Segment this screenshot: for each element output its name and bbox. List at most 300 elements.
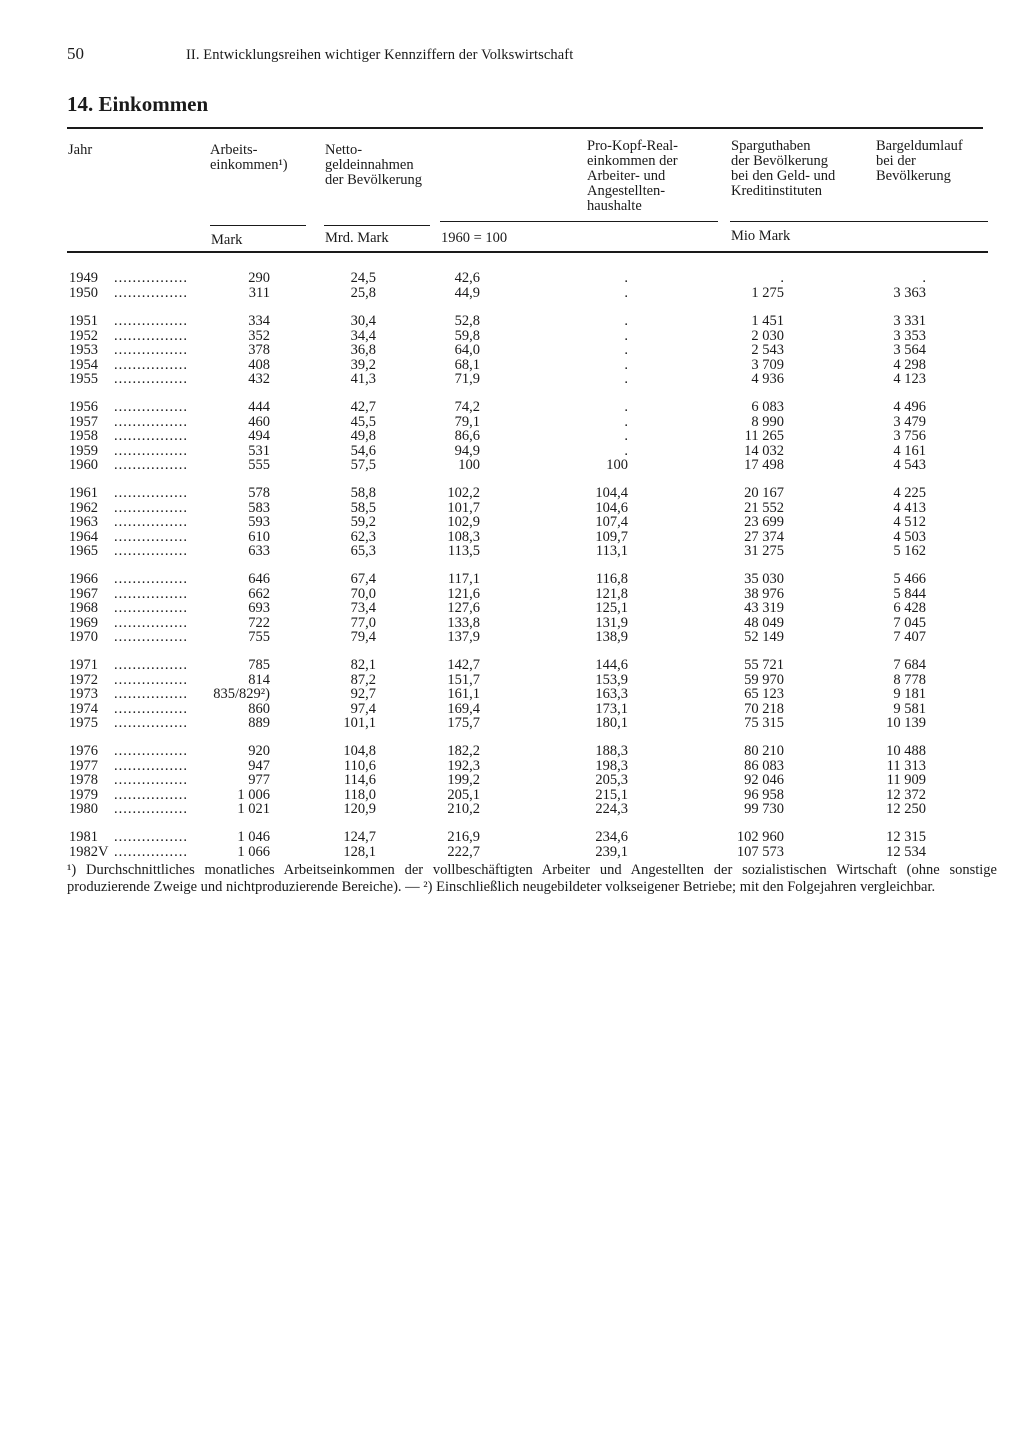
cell-prokopf: 109,7 bbox=[595, 528, 628, 545]
cell-prokopf: . bbox=[624, 356, 628, 373]
cell-bargeld: 12 534 bbox=[886, 843, 926, 860]
cell-bargeld: 4 503 bbox=[893, 528, 926, 545]
cell-arbeitseinkommen: 30,4 bbox=[350, 313, 376, 329]
cell-prokopf: 113,1 bbox=[595, 543, 628, 559]
cell-prokopf: 224,3 bbox=[595, 801, 628, 817]
leader-dots: ................ bbox=[114, 429, 188, 444]
cell-arbeitseinkommen: 25,8 bbox=[350, 284, 376, 301]
cell-spar: 35 030 bbox=[744, 571, 784, 587]
cell-bargeld: 3 756 bbox=[893, 428, 926, 444]
cell-arbeitseinkommen: 54,6 bbox=[350, 442, 376, 459]
unit-rule-index bbox=[440, 221, 718, 222]
cell-jahr: 1965 bbox=[69, 543, 98, 559]
cell-jahr: 785 bbox=[248, 657, 270, 673]
cell-bargeld: 9 181 bbox=[893, 686, 926, 702]
table-row bbox=[0, 544, 1024, 559]
cell-jahr: 531 bbox=[248, 442, 270, 459]
cell-bargeld: 6 428 bbox=[893, 600, 926, 616]
cell-prokopf: . bbox=[624, 399, 628, 415]
cell-jahr: 977 bbox=[248, 772, 270, 788]
cell-jahr: 1949 bbox=[69, 270, 98, 286]
cell-arbeitseinkommen: 120,9 bbox=[343, 801, 376, 817]
cell-bargeld: 7 045 bbox=[893, 614, 926, 631]
cell-jahr: 1957 bbox=[69, 413, 98, 430]
leader-dots: ................ bbox=[114, 601, 188, 616]
cell-nettogeld: 64,0 bbox=[454, 342, 480, 358]
cell-spar: 6 083 bbox=[751, 399, 784, 415]
cell-nettogeld: 79,1 bbox=[454, 413, 480, 430]
cell-arbeitseinkommen: 67,4 bbox=[350, 571, 376, 587]
cell-arbeitseinkommen: 82,1 bbox=[350, 657, 376, 673]
cell-jahr: 311 bbox=[248, 284, 270, 301]
cell-spar: 4 936 bbox=[751, 371, 784, 387]
cell-jahr: 722 bbox=[248, 614, 270, 631]
cell-spar: 59 970 bbox=[744, 671, 784, 688]
cell-bargeld: 3 363 bbox=[893, 284, 926, 301]
cell-prokopf: 125,1 bbox=[595, 600, 628, 616]
cell-prokopf: . bbox=[624, 270, 628, 286]
cell-jahr: 578 bbox=[248, 485, 270, 501]
cell-jahr: 1971 bbox=[69, 657, 98, 673]
leader-dots: ................ bbox=[114, 744, 188, 759]
cell-jahr: 1961 bbox=[69, 485, 98, 501]
cell-arbeitseinkommen: 58,5 bbox=[350, 499, 376, 516]
unit-mio-mark: Mio Mark bbox=[731, 228, 791, 244]
leader-dots: ................ bbox=[114, 830, 188, 845]
cell-nettogeld: 142,7 bbox=[447, 657, 480, 673]
cell-arbeitseinkommen: 73,4 bbox=[350, 600, 376, 616]
cell-spar: 23 699 bbox=[744, 514, 784, 530]
cell-arbeitseinkommen: 92,7 bbox=[350, 686, 376, 702]
leader-dots: ................ bbox=[114, 529, 188, 545]
cell-bargeld: 12 250 bbox=[886, 801, 926, 817]
cell-bargeld: 10 139 bbox=[886, 715, 926, 731]
cell-nettogeld: 113,5 bbox=[447, 543, 480, 559]
cell-prokopf: . bbox=[624, 442, 628, 459]
table-row bbox=[0, 616, 1024, 631]
cell-prokopf: . bbox=[624, 413, 628, 430]
table-row bbox=[0, 587, 1024, 602]
cell-spar: 8 990 bbox=[751, 413, 784, 430]
cell-prokopf: 198,3 bbox=[595, 757, 628, 774]
table-row bbox=[0, 486, 1024, 501]
cell-prokopf: . bbox=[624, 327, 628, 344]
table-row bbox=[0, 802, 1024, 817]
cell-jahr: 1980 bbox=[69, 801, 98, 817]
cell-spar: 21 552 bbox=[744, 499, 784, 516]
cell-spar: 11 265 bbox=[744, 428, 784, 444]
cell-spar: 52 149 bbox=[744, 629, 784, 645]
cell-spar: 3 709 bbox=[751, 356, 784, 373]
cell-spar: 75 315 bbox=[744, 715, 784, 731]
leader-dots: ................ bbox=[114, 271, 188, 286]
cell-jahr: 432 bbox=[248, 371, 270, 387]
leader-dots: ................ bbox=[114, 787, 188, 803]
cell-jahr: 494 bbox=[248, 428, 270, 444]
cell-jahr: 1969 bbox=[69, 614, 98, 631]
cell-arbeitseinkommen: 24,5 bbox=[350, 270, 376, 286]
cell-bargeld: 4 225 bbox=[893, 485, 926, 501]
cell-jahr: 1959 bbox=[69, 442, 98, 459]
cell-prokopf: 131,9 bbox=[595, 614, 628, 631]
cell-jahr: 1962 bbox=[69, 499, 98, 516]
table-row bbox=[0, 830, 1024, 845]
cell-bargeld: 4 413 bbox=[893, 499, 926, 516]
cell-spar: 2 030 bbox=[751, 327, 784, 344]
cell-jahr: 1970 bbox=[69, 629, 98, 645]
cell-nettogeld: 86,6 bbox=[454, 428, 480, 444]
leader-dots: ................ bbox=[114, 400, 188, 415]
cell-prokopf: . bbox=[624, 342, 628, 358]
cell-jahr: 1976 bbox=[69, 743, 98, 759]
table-row bbox=[0, 673, 1024, 688]
cell-jahr: 1978 bbox=[69, 772, 98, 788]
cell-bargeld: 4 298 bbox=[893, 356, 926, 373]
table-row bbox=[0, 458, 1024, 473]
cell-arbeitseinkommen: 70,0 bbox=[350, 585, 376, 602]
cell-nettogeld: 175,7 bbox=[447, 715, 480, 731]
cell-nettogeld: 216,9 bbox=[447, 829, 480, 845]
leader-dots: ................ bbox=[114, 328, 188, 344]
cell-arbeitseinkommen: 62,3 bbox=[350, 528, 376, 545]
cell-nettogeld: 108,3 bbox=[447, 528, 480, 545]
cell-arbeitseinkommen: 118,0 bbox=[343, 786, 376, 803]
cell-bargeld: 11 313 bbox=[886, 757, 926, 774]
table-row bbox=[0, 501, 1024, 516]
cell-nettogeld: 182,2 bbox=[447, 743, 480, 759]
cell-prokopf: . bbox=[624, 371, 628, 387]
cell-spar: 20 167 bbox=[744, 485, 784, 501]
leader-dots: ................ bbox=[114, 357, 188, 373]
cell-prokopf: 116,8 bbox=[595, 571, 628, 587]
cell-bargeld: 4 543 bbox=[893, 457, 926, 473]
cell-bargeld: 3 479 bbox=[893, 413, 926, 430]
cell-nettogeld: 199,2 bbox=[447, 772, 480, 788]
section-title: 14. Einkommen bbox=[67, 92, 209, 116]
cell-spar: 27 374 bbox=[744, 528, 784, 545]
cell-jahr: 444 bbox=[248, 399, 270, 415]
cell-jahr: 408 bbox=[248, 356, 270, 373]
cell-jahr: 1979 bbox=[69, 786, 98, 803]
leader-dots: ................ bbox=[114, 586, 188, 602]
table-row bbox=[0, 744, 1024, 759]
cell-arbeitseinkommen: 128,1 bbox=[343, 843, 376, 860]
cell-jahr: 290 bbox=[248, 270, 270, 286]
leader-dots: ................ bbox=[114, 486, 188, 501]
cell-jahr: 755 bbox=[248, 629, 270, 645]
cell-prokopf: 205,3 bbox=[595, 772, 628, 788]
cell-arbeitseinkommen: 110,6 bbox=[343, 757, 376, 774]
cell-arbeitseinkommen: 45,5 bbox=[350, 413, 376, 430]
cell-nettogeld: 161,1 bbox=[447, 686, 480, 702]
cell-nettogeld: 52,8 bbox=[454, 313, 480, 329]
table-row bbox=[0, 429, 1024, 444]
cell-prokopf: 104,4 bbox=[595, 485, 628, 501]
cell-spar: 48 049 bbox=[744, 614, 784, 631]
column-header-bargeldumlauf: Bargeldumlauf bei der Bevölkerung bbox=[876, 138, 963, 184]
table-row bbox=[0, 630, 1024, 645]
cell-nettogeld: 42,6 bbox=[454, 270, 480, 286]
column-header-nettogeldeinnahmen: Netto- geldeinnahmen der Bevölkerung bbox=[325, 142, 423, 188]
cell-bargeld: 4 512 bbox=[893, 514, 926, 530]
table-row bbox=[0, 687, 1024, 702]
cell-jahr: 1956 bbox=[69, 399, 98, 415]
cell-prokopf: 153,9 bbox=[595, 671, 628, 688]
cell-jahr: 1972 bbox=[69, 671, 98, 688]
cell-nettogeld: 133,8 bbox=[447, 614, 480, 631]
cell-arbeitseinkommen: 58,8 bbox=[350, 485, 376, 501]
leader-dots: ................ bbox=[114, 802, 188, 817]
cell-bargeld: 3 331 bbox=[893, 313, 926, 329]
cell-bargeld: 11 909 bbox=[886, 772, 926, 788]
cell-jahr: 1 066 bbox=[237, 843, 270, 860]
cell-spar: 43 319 bbox=[744, 600, 784, 616]
cell-nettogeld: 169,4 bbox=[447, 700, 480, 717]
leader-dots: ................ bbox=[114, 443, 188, 459]
cell-jahr: 555 bbox=[248, 457, 270, 473]
cell-arbeitseinkommen: 42,7 bbox=[350, 399, 376, 415]
table-row bbox=[0, 702, 1024, 717]
cell-jahr: 1958 bbox=[69, 428, 98, 444]
leader-dots: ................ bbox=[114, 716, 188, 731]
cell-jahr: 1975 bbox=[69, 715, 98, 731]
cell-jahr: 693 bbox=[248, 600, 270, 616]
cell-prokopf: 234,6 bbox=[595, 829, 628, 845]
cell-jahr: 1973 bbox=[69, 686, 98, 702]
cell-bargeld: 3 564 bbox=[893, 342, 926, 358]
table-row bbox=[0, 845, 1024, 860]
cell-spar: 92 046 bbox=[744, 772, 784, 788]
cell-spar: 1 275 bbox=[751, 284, 784, 301]
cell-jahr: 1966 bbox=[69, 571, 98, 587]
table-row bbox=[0, 286, 1024, 301]
cell-spar: 2 543 bbox=[751, 342, 784, 358]
table-row bbox=[0, 788, 1024, 803]
table-row bbox=[0, 271, 1024, 286]
table-row bbox=[0, 572, 1024, 587]
cell-arbeitseinkommen: 79,4 bbox=[350, 629, 376, 645]
cell-bargeld: 7 407 bbox=[893, 629, 926, 645]
cell-prokopf: . bbox=[624, 313, 628, 329]
top-rule bbox=[67, 127, 983, 129]
cell-arbeitseinkommen: 101,1 bbox=[343, 715, 376, 731]
cell-arbeitseinkommen: 36,8 bbox=[350, 342, 376, 358]
cell-nettogeld: 137,9 bbox=[447, 629, 480, 645]
cell-nettogeld: 59,8 bbox=[454, 327, 480, 344]
table-row bbox=[0, 759, 1024, 774]
cell-prokopf: 104,6 bbox=[595, 499, 628, 516]
cell-prokopf: 180,1 bbox=[595, 715, 628, 731]
cell-spar: 31 275 bbox=[744, 543, 784, 559]
column-header-pro-kopf-realeinkommen: Pro-Kopf-Real- einkommen der Arbeiter- und Angestellten- haushalte bbox=[587, 138, 679, 214]
cell-arbeitseinkommen: 59,2 bbox=[350, 514, 376, 530]
cell-jahr: 1981 bbox=[69, 829, 98, 845]
table-row bbox=[0, 329, 1024, 344]
cell-jahr: 1967 bbox=[69, 585, 98, 602]
unit-rule-mark bbox=[210, 225, 306, 226]
footnotes bbox=[67, 862, 997, 896]
table-row bbox=[0, 601, 1024, 616]
cell-arbeitseinkommen: 41,3 bbox=[350, 371, 376, 387]
table-row bbox=[0, 415, 1024, 430]
column-header-arbeitseinkommen: Arbeits- einkommen¹) bbox=[210, 142, 288, 173]
cell-jahr: 1951 bbox=[69, 313, 98, 329]
table-row bbox=[0, 358, 1024, 373]
cell-spar: . bbox=[780, 270, 784, 286]
cell-bargeld: 5 844 bbox=[893, 585, 926, 602]
leader-dots: ................ bbox=[114, 285, 188, 301]
leader-dots: ................ bbox=[114, 758, 188, 774]
cell-prokopf: 138,9 bbox=[595, 629, 628, 645]
cell-bargeld: 10 488 bbox=[886, 743, 926, 759]
cell-nettogeld: 68,1 bbox=[454, 356, 480, 373]
cell-prokopf: 215,1 bbox=[595, 786, 628, 803]
cell-spar: 70 218 bbox=[744, 700, 784, 717]
cell-bargeld: 5 466 bbox=[893, 571, 926, 587]
cell-spar: 102 960 bbox=[736, 829, 784, 845]
cell-prokopf: 100 bbox=[606, 457, 628, 473]
cell-nettogeld: 44,9 bbox=[454, 284, 480, 301]
cell-arbeitseinkommen: 77,0 bbox=[350, 614, 376, 631]
cell-spar: 86 083 bbox=[744, 757, 784, 774]
cell-bargeld: 4 123 bbox=[893, 371, 926, 387]
cell-bargeld: 12 315 bbox=[886, 829, 926, 845]
cell-jahr: 1982V bbox=[69, 843, 109, 860]
cell-nettogeld: 210,2 bbox=[447, 801, 480, 817]
cell-jahr: 352 bbox=[248, 327, 270, 344]
cell-jahr: 1963 bbox=[69, 514, 98, 530]
cell-jahr: 646 bbox=[248, 571, 270, 587]
table-row bbox=[0, 773, 1024, 788]
cell-jahr: 1 021 bbox=[237, 801, 270, 817]
table-row bbox=[0, 515, 1024, 530]
cell-spar: 96 958 bbox=[744, 786, 784, 803]
column-header-jahr: Jahr bbox=[68, 142, 93, 158]
cell-nettogeld: 102,2 bbox=[447, 485, 480, 501]
cell-prokopf: 239,1 bbox=[595, 843, 628, 860]
unit-rule-mio bbox=[730, 221, 988, 222]
unit-mrd-mark: Mrd. Mark bbox=[325, 230, 389, 246]
cell-nettogeld: 192,3 bbox=[447, 757, 480, 774]
cell-jahr: 1968 bbox=[69, 600, 98, 616]
cell-bargeld: 4 161 bbox=[893, 442, 926, 459]
cell-nettogeld: 127,6 bbox=[447, 600, 480, 616]
cell-arbeitseinkommen: 39,2 bbox=[350, 356, 376, 373]
cell-nettogeld: 71,9 bbox=[454, 371, 480, 387]
table-row bbox=[0, 716, 1024, 731]
cell-spar: 107 573 bbox=[736, 843, 784, 860]
leader-dots: ................ bbox=[114, 314, 188, 329]
cell-jahr: 1960 bbox=[69, 457, 98, 473]
cell-jahr: 662 bbox=[248, 585, 270, 602]
cell-prokopf: 107,4 bbox=[595, 514, 628, 530]
cell-spar: 80 210 bbox=[744, 743, 784, 759]
cell-nettogeld: 101,7 bbox=[447, 499, 480, 516]
cell-arbeitseinkommen: 87,2 bbox=[350, 671, 376, 688]
table-row bbox=[0, 400, 1024, 415]
cell-jahr: 889 bbox=[248, 715, 270, 731]
unit-index: 1960 = 100 bbox=[441, 230, 508, 246]
cell-bargeld: 4 496 bbox=[893, 399, 926, 415]
cell-jahr: 334 bbox=[248, 313, 270, 329]
cell-nettogeld: 102,9 bbox=[447, 514, 480, 530]
cell-prokopf: 144,6 bbox=[595, 657, 628, 673]
cell-arbeitseinkommen: 34,4 bbox=[350, 327, 376, 344]
cell-spar: 65 123 bbox=[744, 686, 784, 702]
leader-dots: ................ bbox=[114, 672, 188, 688]
leader-dots: ................ bbox=[114, 701, 188, 717]
cell-nettogeld: 100 bbox=[458, 457, 480, 473]
cell-prokopf: 188,3 bbox=[595, 743, 628, 759]
leader-dots: ................ bbox=[114, 773, 188, 788]
leader-dots: ................ bbox=[114, 515, 188, 530]
cell-bargeld: 12 372 bbox=[886, 786, 926, 803]
leader-dots: ................ bbox=[114, 544, 188, 559]
header-bottom-rule bbox=[67, 251, 988, 253]
cell-jahr: 814 bbox=[248, 671, 270, 688]
table-row bbox=[0, 444, 1024, 459]
cell-spar: 14 032 bbox=[744, 442, 784, 459]
cell-jahr: 1 006 bbox=[237, 786, 270, 803]
table-row bbox=[0, 530, 1024, 545]
cell-arbeitseinkommen: 114,6 bbox=[343, 772, 376, 788]
cell-spar: 99 730 bbox=[744, 801, 784, 817]
cell-prokopf: . bbox=[624, 428, 628, 444]
table-row bbox=[0, 658, 1024, 673]
cell-jahr: 860 bbox=[248, 700, 270, 717]
cell-prokopf: 121,8 bbox=[595, 585, 628, 602]
cell-arbeitseinkommen: 124,7 bbox=[343, 829, 376, 845]
cell-jahr: 378 bbox=[248, 342, 270, 358]
cell-jahr: 1952 bbox=[69, 327, 98, 344]
leader-dots: ................ bbox=[114, 630, 188, 645]
cell-prokopf: 163,3 bbox=[595, 686, 628, 702]
table-row bbox=[0, 372, 1024, 387]
cell-arbeitseinkommen: 57,5 bbox=[350, 457, 376, 473]
cell-spar: 55 721 bbox=[744, 657, 784, 673]
cell-jahr: 1974 bbox=[69, 700, 98, 717]
cell-bargeld: 9 581 bbox=[893, 700, 926, 717]
cell-spar: 17 498 bbox=[744, 457, 784, 473]
cell-jahr: 610 bbox=[248, 528, 270, 545]
cell-jahr: 583 bbox=[248, 499, 270, 516]
cell-arbeitseinkommen: 104,8 bbox=[343, 743, 376, 759]
cell-nettogeld: 205,1 bbox=[447, 786, 480, 803]
cell-jahr: 593 bbox=[248, 514, 270, 530]
leader-dots: ................ bbox=[114, 658, 188, 673]
cell-nettogeld: 74,2 bbox=[454, 399, 480, 415]
cell-bargeld: 5 162 bbox=[893, 543, 926, 559]
running-header: II. Entwicklungsreihen wichtiger Kennziffern der Volkswirtschaft bbox=[186, 47, 574, 63]
cell-prokopf: 173,1 bbox=[595, 700, 628, 717]
column-header-sparguthaben: Sparguthaben der Bevölkerung bei den Geld- und Kreditinstituten bbox=[731, 138, 836, 199]
leader-dots: ................ bbox=[114, 500, 188, 516]
cell-jahr: 1955 bbox=[69, 371, 98, 387]
cell-jahr: 1964 bbox=[69, 528, 98, 545]
unit-mark: Mark bbox=[211, 232, 243, 248]
cell-arbeitseinkommen: 65,3 bbox=[350, 543, 376, 559]
cell-spar: 38 976 bbox=[744, 585, 784, 602]
cell-arbeitseinkommen: 49,8 bbox=[350, 428, 376, 444]
cell-bargeld: 8 778 bbox=[893, 671, 926, 688]
cell-jahr: 1950 bbox=[69, 284, 98, 301]
leader-dots: ................ bbox=[114, 687, 188, 702]
cell-spar: 1 451 bbox=[751, 313, 784, 329]
cell-jahr: 1954 bbox=[69, 356, 98, 373]
leader-dots: ................ bbox=[114, 615, 188, 631]
cell-nettogeld: 151,7 bbox=[447, 671, 480, 688]
cell-jahr: 1953 bbox=[69, 342, 98, 358]
